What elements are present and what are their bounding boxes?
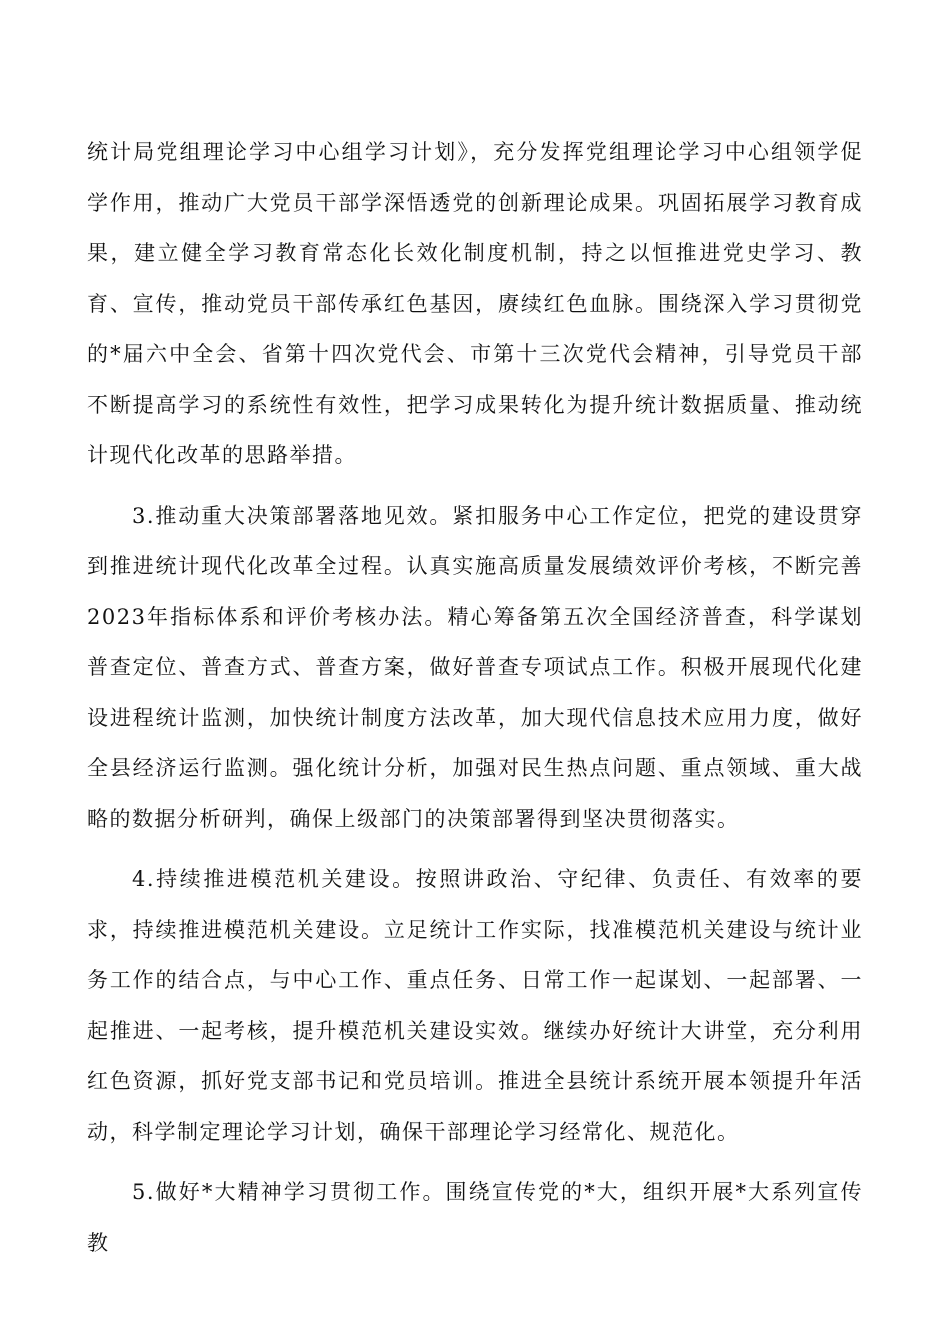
paragraph-item-3-decisions: 3.推动重大决策部署落地见效。紧扣服务中心工作定位，把党的建设贯穿到推进统计现代化改革全过程。认真实施高质量发展绩效评价考核，不断完善2023年指标体系和评价考核办法。精心筹备第五次全国经济普查，科学谋划普查定位、普查方式、普查方案，做好普查专项试点工作。积极开展现代化建设进程统计监测，加快统计制度方法改革，加大现代信息技术应用力度，做好全县经济运行监测。强化统计分析，加强对民生热点问题、重点领域、重大战略的数据分析研判，确保上级部门的决策部署得到坚决贯彻落实。 — [87, 503, 863, 831]
paragraph-item-5-spirit-study: 5.做好*大精神学习贯彻工作。围绕宣传党的*大，组织开展*大系列宣传教 — [87, 1180, 863, 1255]
paragraph-study-plan: 统计局党组理论学习中心组学习计划》，充分发挥党组理论学习中心组领学促学作用，推动广大党员干部学深悟透党的创新理论成果。巩固拓展学习教育成果，建立健全学习教育常态化长效化制度机制，持之以恒推进党史学习、教育、宣传，推动党员干部传承红色基因，赓续红色血脉。围绕深入学习贯彻党的*届六中全会、省第十四次党代会、市第十三次党代会精神，引导党员干部不断提高学习的系统性有效性，把学习成果转化为提升统计数据质量、推动统计现代化改革的思路举措。 — [87, 140, 863, 467]
document-page — [87, 127, 863, 1268]
paragraph-item-4-model-organs: 4.持续推进模范机关建设。按照讲政治、守纪律、负责任、有效率的要求，持续推进模范机关建设。立足统计工作实际，找准模范机关建设与统计业务工作的结合点，与中心工作、重点任务、日常工作一起谋划、一起部署、一起推进、一起考核，提升模范机关建设实效。继续办好统计大讲堂，充分利用红色资源，抓好党支部书记和党员培训。推进全县统计系统开展本领提升年活动，科学制定理论学习计划，确保干部理论学习经常化、规范化。 — [87, 867, 863, 1144]
